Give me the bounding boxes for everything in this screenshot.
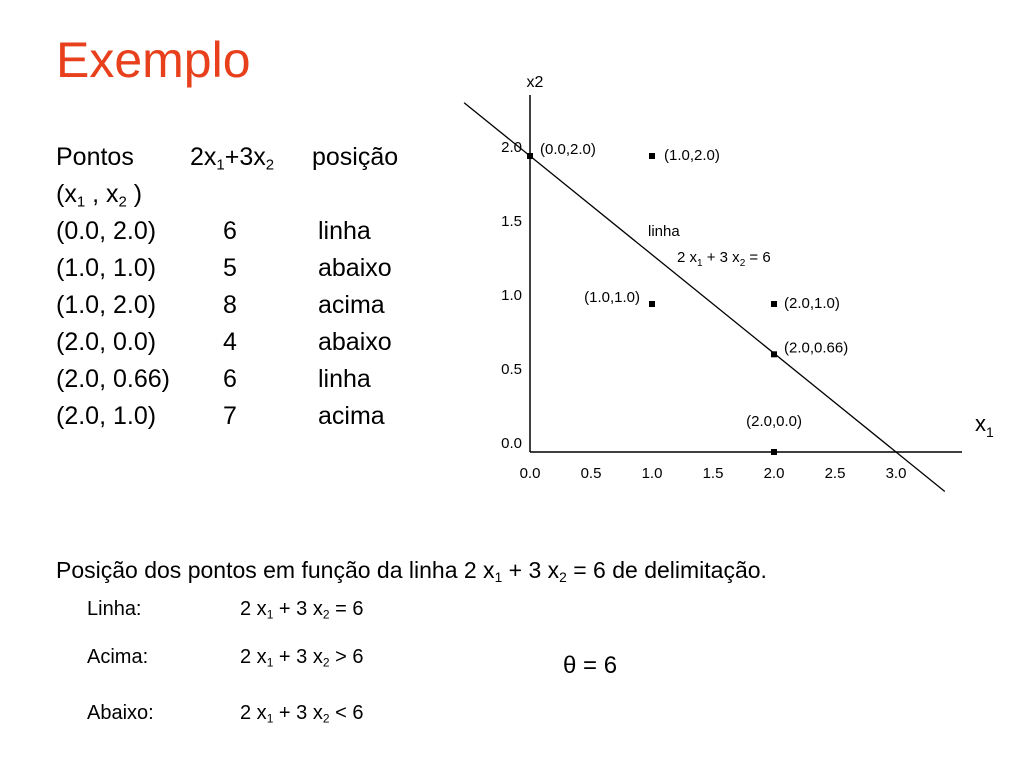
data-point-label: (2.0,1.0)	[784, 295, 840, 312]
caption: Posição dos pontos em função da linha 2 $x_1 + 3$ $x_2 = 6$ de delimitação.	[56, 557, 767, 586]
rule-label: Linha:	[87, 598, 142, 620]
y-axis-label: x2	[526, 74, 544, 91]
data-point-label: (0.0,2.0)	[540, 141, 596, 158]
row-value: 6	[223, 217, 237, 245]
row-value: 8	[223, 291, 237, 319]
rule-label: Abaixo:	[87, 702, 154, 724]
row-point: (2.0, 0.0)	[56, 328, 157, 356]
y-tick-label: 0.0	[501, 435, 522, 452]
row-value: 7	[223, 402, 237, 430]
data-point-marker	[649, 301, 655, 307]
row-position: linha	[318, 365, 371, 393]
line-equation: 2 $x_1 + 3$ $x_2 = 6$	[677, 249, 771, 269]
data-point-marker	[771, 301, 777, 307]
x-axis-label: $x_1$	[975, 411, 994, 440]
threshold-theta: θ = 6	[563, 652, 618, 679]
x-tick-label: 2.5	[824, 465, 846, 482]
table-header-coords: ($x_1$ , $x_2$ )	[56, 180, 143, 211]
data-point-label: (1.0,1.0)	[584, 289, 640, 306]
slide-title: Exemplo	[56, 32, 251, 88]
x-tick-label: 0.5	[580, 465, 602, 482]
row-value: 6	[223, 365, 237, 393]
y-tick-label: 0.5	[501, 361, 522, 378]
row-point: (1.0, 2.0)	[56, 291, 157, 319]
line-label: linha	[648, 223, 680, 240]
table-header-pontos: Pontos	[56, 143, 134, 171]
x-tick-label: 3.0	[885, 465, 907, 482]
rule-expression: 2 $x_1 + 3$ $x_2 = 6$	[240, 598, 364, 622]
row-value: 4	[223, 328, 237, 356]
data-point-marker	[527, 153, 533, 159]
x-tick-label: 0.0	[519, 465, 541, 482]
y-tick-labels	[501, 139, 522, 452]
data-point-marker	[649, 153, 655, 159]
row-position: acima	[318, 402, 385, 430]
x-tick-label: 1.0	[641, 465, 663, 482]
y-tick-label: 2.0	[501, 139, 522, 156]
data-point-label: (2.0,0.66)	[784, 339, 849, 357]
x-tick-label: 2.0	[763, 465, 785, 482]
data-point-label: (1.0,2.0)	[664, 147, 720, 164]
row-position: acima	[318, 291, 385, 319]
x-tick-labels	[520, 465, 907, 482]
row-point: (2.0, 1.0)	[56, 402, 157, 430]
data-points	[527, 141, 848, 455]
row-value: 5	[223, 254, 237, 282]
rule-label: Acima:	[87, 646, 149, 668]
data-point-marker	[771, 449, 777, 455]
row-position: abaixo	[318, 328, 392, 356]
x-tick-label: 1.5	[702, 465, 724, 482]
rule-expression: 2 $x_1 + 3$ $x_2 > 6$	[240, 646, 364, 670]
row-position: linha	[318, 217, 371, 245]
row-point: (1.0, 1.0)	[56, 254, 157, 282]
y-tick-label: 1.5	[501, 213, 522, 230]
row-position: abaixo	[318, 254, 392, 282]
row-point: (0.0, 2.0)	[56, 217, 157, 245]
table-header-posicao: posição	[312, 143, 399, 171]
rule-expression: 2 $x_1 + 3$ $x_2 < 6$	[240, 702, 364, 726]
row-point: (2.0, 0.66)	[56, 365, 170, 393]
data-point-label: (2.0,0.0)	[746, 413, 802, 430]
table-header-formula: $2x_1+3x_2$	[190, 143, 275, 174]
y-tick-label: 1.0	[501, 287, 522, 304]
data-point-marker	[771, 351, 777, 357]
